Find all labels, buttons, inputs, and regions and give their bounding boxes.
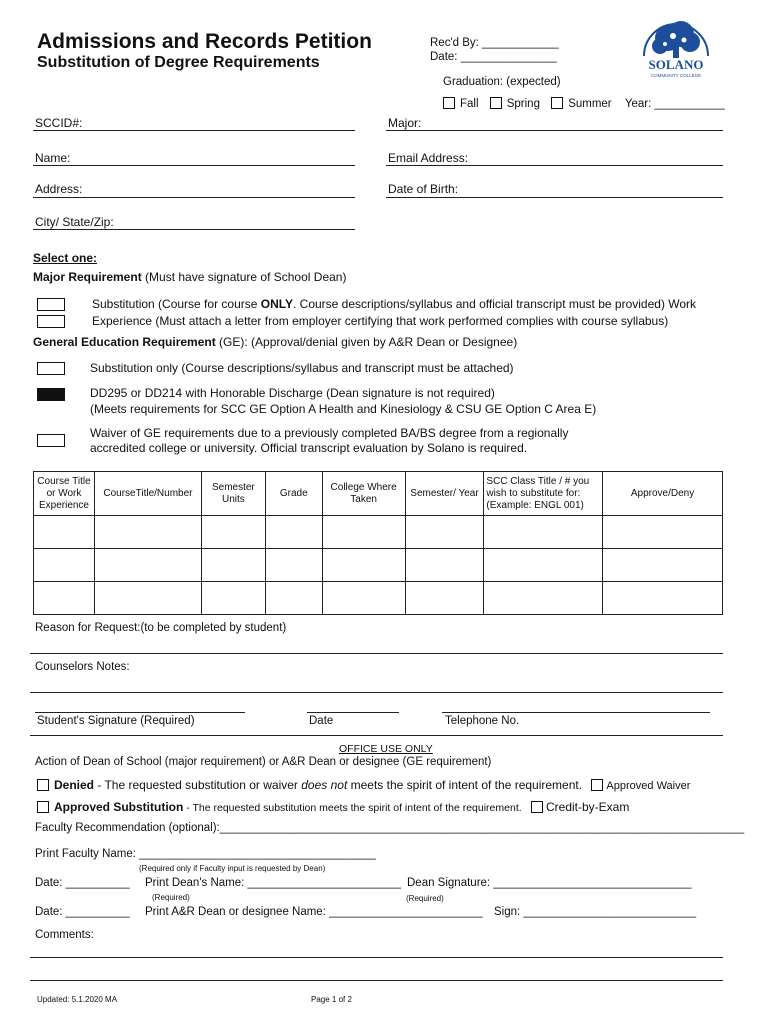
counselor-notes-line[interactable] [30, 692, 723, 693]
name-label: Name: [35, 151, 71, 165]
form-subtitle: Substitution of Degree Requirements [37, 54, 320, 71]
section-divider [30, 735, 723, 736]
col-college: College Where Taken [322, 472, 405, 516]
major-req-rest: (Must have signature of School Dean) [141, 270, 347, 284]
approved-sub-checkbox[interactable] [37, 800, 54, 814]
office-action-label: Action of Dean of School (major requirement) or A&R Dean or designee (GE requirement) [35, 756, 492, 768]
email-label: Email Address: [388, 151, 469, 165]
col-grade: Grade [265, 472, 322, 516]
table-cell[interactable] [94, 549, 201, 582]
telephone-line[interactable] [442, 712, 710, 713]
reason-label: Reason for Request:(to be completed by student) [35, 622, 287, 634]
select-one-heading: Select one: [33, 251, 98, 265]
approved-sub-bold: Approved Substitution [54, 800, 184, 814]
summer-label: Summer [568, 98, 612, 110]
summer-checkbox[interactable] [551, 98, 611, 110]
comments-line-1[interactable] [30, 957, 723, 958]
sccid-label: SCCID#: [35, 116, 83, 130]
graduation-label: Graduation: (expected) [443, 76, 561, 88]
reason-input-line[interactable] [30, 653, 723, 654]
required-note-2: (Required) [406, 894, 444, 903]
student-signature-label: Student's Signature (Required) [37, 715, 195, 727]
required-note-1: (Required) [152, 893, 190, 902]
city-input-line[interactable] [33, 229, 355, 230]
major-option-line2: Experience (Must attach a letter from employer certifying that work performed complies with course syllabus) [92, 314, 669, 328]
major-req-bold: Major Requirement [33, 270, 142, 284]
table-cell[interactable] [201, 549, 265, 582]
col-semester-year: Semester/ Year [405, 472, 484, 516]
course-table [33, 471, 723, 615]
date1-field[interactable]: Date: __________ [35, 877, 130, 889]
sign-field[interactable]: Sign: ___________________________ [494, 906, 697, 918]
ge-substitution-checkbox[interactable] [37, 362, 65, 375]
table-cell[interactable] [484, 582, 603, 615]
table-cell[interactable] [603, 582, 723, 615]
spring-checkbox[interactable] [490, 98, 540, 110]
major-label: Major: [388, 116, 422, 130]
ge-requirement-heading [33, 335, 517, 349]
approved-sub-rest: - The requested substitution meets the spirit of intent of the requirement. [183, 802, 522, 814]
sccid-input-line[interactable] [33, 130, 355, 131]
table-cell[interactable] [603, 549, 723, 582]
table-cell[interactable] [484, 516, 603, 549]
ge-option3-line1: Waiver of GE requirements due to a previously completed BA/BS degree from a regionally [90, 426, 569, 440]
credit-by-exam-label: Credit-by-Exam [546, 800, 630, 814]
col-approve-deny: Approve/Deny [603, 472, 723, 516]
dob-input-line[interactable] [386, 197, 723, 198]
col-scc-class: SCC Class Title / # you wish to substitute for: (Example: ENGL 001) [484, 472, 603, 516]
form-title: Admissions and Records Petition [37, 30, 372, 53]
table-cell[interactable] [322, 582, 405, 615]
telephone-label: Telephone No. [445, 715, 520, 727]
table-cell[interactable] [265, 549, 322, 582]
ge-rest: (GE): (Approval/denial given by A&R Dean or Designee) [215, 335, 518, 349]
table-cell[interactable] [201, 582, 265, 615]
table-cell[interactable] [94, 582, 201, 615]
table-cell[interactable] [405, 582, 484, 615]
page-number: Page 1 of 2 [311, 995, 352, 1004]
solano-logo [638, 16, 714, 80]
email-input-line[interactable] [386, 165, 723, 166]
table-cell[interactable] [201, 516, 265, 549]
logo-wordmark: SOLANO [648, 57, 704, 72]
major-option-line1 [92, 297, 696, 311]
table-cell[interactable] [94, 516, 201, 549]
student-signature-line[interactable] [35, 712, 245, 713]
faculty-recommendation-field[interactable]: Faculty Recommendation (optional):__________________________________________________________________________________ [35, 822, 745, 834]
comments-line-2[interactable] [30, 980, 723, 981]
table-cell[interactable] [34, 549, 95, 582]
major-substitution-checkbox[interactable] [37, 298, 65, 311]
date2-field[interactable]: Date: __________ [35, 906, 130, 918]
denied-row [37, 778, 690, 792]
address-label: Address: [35, 182, 83, 196]
denied-bold: Denied [54, 778, 95, 792]
ge-dd295-checkbox[interactable] [37, 388, 65, 401]
major-input-line[interactable] [386, 130, 723, 131]
major-opt-a-post: . Course descriptions/syllabus and official transcript must be provided) Work [292, 297, 697, 311]
major-opt-a-bold: ONLY [260, 297, 293, 311]
print-dean-field[interactable]: Print Dean's Name: ________________________ [145, 877, 402, 889]
table-row [34, 516, 723, 549]
approved-waiver-checkbox[interactable] [591, 778, 606, 792]
logo-subtext: COMMUNITY COLLEGE [650, 73, 702, 78]
ge-option2-line1: DD295 or DD214 with Honorable Discharge (Dean signature is not required) [90, 386, 495, 400]
ge-bold: General Education Requirement [33, 335, 216, 349]
print-faculty-field[interactable]: Print Faculty Name: _____________________________________ [35, 848, 376, 860]
updated-note: Updated: 5.1.2020 MA [37, 995, 118, 1004]
table-cell[interactable] [484, 549, 603, 582]
table-row [34, 582, 723, 615]
ge-option1-label: Substitution only (Course descriptions/syllabus and transcript must be attached) [90, 361, 514, 375]
date-label: Date [309, 715, 334, 727]
col-course-number: CourseTitle/Number [94, 472, 201, 516]
recd-date-field[interactable]: Date: _______________ [430, 51, 557, 63]
denied-checkbox[interactable] [37, 778, 54, 792]
table-header-row [34, 472, 723, 516]
ge-option3-line2: accredited college or university. Official transcript evaluation by Solano is required. [90, 441, 528, 455]
comments-label: Comments: [35, 929, 94, 941]
major-requirement-heading [33, 270, 346, 284]
name-input-line[interactable] [33, 165, 355, 166]
office-use-title: OFFICE USE ONLY [339, 743, 433, 755]
table-cell[interactable] [322, 516, 405, 549]
denied-italic: does not [301, 778, 348, 792]
signature-date-line[interactable] [307, 712, 399, 713]
dean-signature-field[interactable]: Dean Signature: _______________________________ [407, 877, 692, 889]
dob-label: Date of Birth: [388, 182, 459, 196]
recd-by-field[interactable]: Rec'd By: ____________ [430, 37, 559, 49]
fall-label: Fall [460, 98, 479, 110]
ge-waiver-checkbox[interactable] [37, 434, 65, 447]
table-cell[interactable] [265, 582, 322, 615]
print-ar-dean-field[interactable]: Print A&R Dean or designee Name: ________________________ [145, 906, 483, 918]
year-field[interactable]: Year: ___________ [624, 98, 725, 110]
table-cell[interactable] [405, 516, 484, 549]
required-if-note: (Required only if Faculty input is requested by Dean) [139, 864, 326, 873]
table-cell[interactable] [265, 516, 322, 549]
spring-label: Spring [506, 98, 540, 110]
col-units: Semester Units [201, 472, 265, 516]
denied-pre: - The requested substitution or waiver [94, 778, 302, 792]
table-cell[interactable] [322, 549, 405, 582]
address-input-line[interactable] [33, 197, 355, 198]
ge-option2-line2: (Meets requirements for SCC GE Option A Health and Kinesiology & CSU GE Option C Area E) [90, 402, 597, 416]
major-opt-a-pre: Substitution (Course for course [92, 297, 261, 311]
table-row [34, 549, 723, 582]
major-work-experience-checkbox[interactable] [37, 315, 65, 328]
table-cell[interactable] [34, 516, 95, 549]
col-course-title: Course Title or Work Experience [34, 472, 95, 516]
credit-by-exam-checkbox[interactable] [531, 800, 546, 814]
approved-sub-row [37, 800, 629, 814]
fall-checkbox[interactable] [443, 98, 479, 110]
denied-post: meets the spirit of intent of the requirement. [347, 778, 583, 792]
table-cell[interactable] [34, 582, 95, 615]
table-cell[interactable] [405, 549, 484, 582]
city-label: City/ State/Zip: [35, 215, 114, 229]
term-row [443, 97, 725, 110]
approved-waiver-label: Approved Waiver [606, 780, 691, 792]
table-cell[interactable] [603, 516, 723, 549]
counselor-label: Counselors Notes: [35, 661, 130, 673]
